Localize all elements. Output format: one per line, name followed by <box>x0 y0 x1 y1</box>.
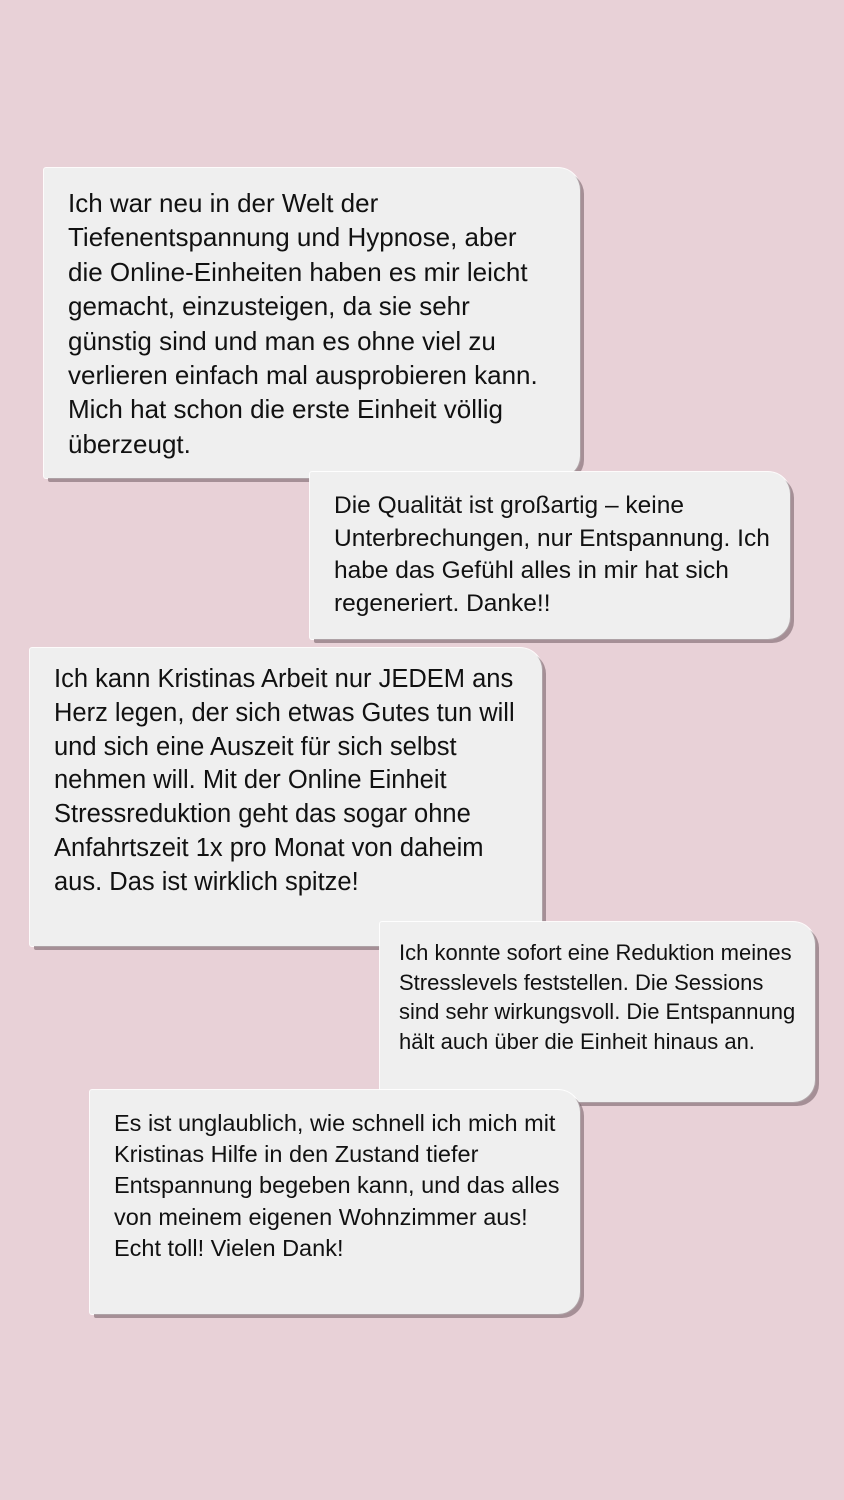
testimonial-bubble-4 <box>380 922 815 1102</box>
testimonial-bubble-3 <box>30 648 542 946</box>
testimonial-bubble-1 <box>44 168 580 478</box>
testimonial-text-1: Ich war neu in der Welt der Tiefenentspannung und Hypnose, aber die Online-Einheiten haben es mir leicht gemacht, einzusteigen, da sie sehr günstig sind und man es ohne viel zu verlieren einfach mal ausprobieren kann. Mich hat schon die erste Einheit völlig überzeugt. <box>68 188 538 459</box>
testimonial-text-4: Ich konnte sofort eine Reduktion meines Stresslevels feststellen. Die Sessions sind sehr wirkungsvoll. Die Entspannung hält auch über die Einheit hinaus an. <box>399 940 796 1054</box>
testimonial-text-2: Die Qualität ist großartig – keine Unterbrechungen, nur Entspannung. Ich habe das Gefühl alles in mir hat sich regeneriert. Danke!! <box>334 492 770 617</box>
testimonial-text-5: Es ist unglaublich, wie schnell ich mich mit Kristinas Hilfe in den Zustand tiefer Entspannung begeben kann, und das alles von meinem eigenen Wohnzimmer aus! Echt toll! Vielen Dank! <box>114 1110 560 1261</box>
testimonial-bubble-5 <box>90 1090 580 1314</box>
testimonial-bubble-2 <box>310 472 790 639</box>
testimonial-text-3: Ich kann Kristinas Arbeit nur JEDEM ans Herz legen, der sich etwas Gutes tun will und sich eine Auszeit für sich selbst nehmen will. Mit der Online Einheit Stressreduktion geht das sogar ohne Anfahrtszeit 1x pro Monat von daheim aus. Das ist wirklich spitze! <box>54 665 515 896</box>
